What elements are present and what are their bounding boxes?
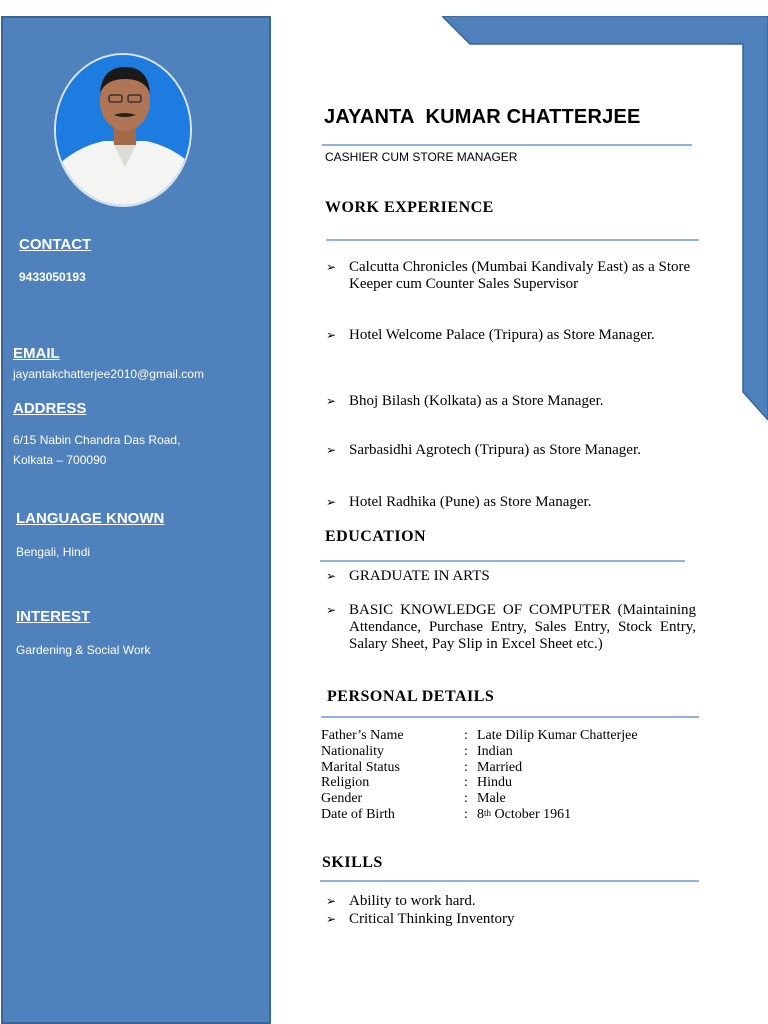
arrow-bullet-icon: ➢ bbox=[326, 603, 337, 617]
detail-label: Religion bbox=[321, 775, 370, 791]
work-experience-text: Hotel Radhika (Pune) as Store Manager. bbox=[349, 494, 592, 510]
personal-detail-row bbox=[321, 744, 701, 760]
detail-label: Gender bbox=[321, 791, 363, 807]
work-experience-text: Calcutta Chronicles (Mumbai Kandivaly East) as a Store Keeper cum Counter Sales Supervisor bbox=[349, 259, 691, 292]
work-experience-item bbox=[326, 442, 696, 459]
detail-label: Nationality bbox=[321, 743, 384, 759]
address-line-2: Kolkata – 700090 bbox=[13, 453, 107, 467]
personal-detail-row bbox=[321, 775, 701, 791]
arrow-bullet-icon: ➢ bbox=[326, 495, 337, 509]
address-line-1: 6/15 Nabin Chandra Das Road, bbox=[13, 433, 181, 447]
detail-value: Late Dilip Kumar Chatterjee bbox=[477, 728, 638, 743]
education-text: BASIC KNOWLEDGE OF COMPUTER (Maintaining Attendance, Purchase Entry, Sales Entry, Stock Entry, Salary Sheet, Pay Slip in Excel Sheet etc.) bbox=[349, 602, 696, 652]
education-text: GRADUATE IN ARTS bbox=[349, 568, 490, 584]
personal-details-table bbox=[321, 728, 701, 823]
corner-decoration bbox=[442, 16, 768, 420]
arrow-bullet-icon: ➢ bbox=[326, 394, 337, 408]
personal-detail-row bbox=[321, 807, 701, 823]
arrow-bullet-icon: ➢ bbox=[326, 328, 337, 342]
detail-label: Date of Birth bbox=[321, 806, 395, 822]
arrow-bullet-icon: ➢ bbox=[326, 260, 337, 274]
profile-photo bbox=[54, 53, 192, 207]
job-title: CASHIER CUM STORE MANAGER bbox=[325, 150, 518, 164]
date-of-birth-day: 8 bbox=[477, 806, 484, 822]
address-heading: ADDRESS bbox=[13, 400, 87, 417]
education-divider bbox=[320, 560, 685, 562]
personal-detail-row bbox=[321, 760, 701, 776]
detail-value: Hindu bbox=[477, 775, 512, 791]
education-item bbox=[326, 568, 696, 585]
ordinal-suffix: th bbox=[484, 807, 492, 818]
skills-item bbox=[326, 911, 696, 928]
skills-item bbox=[326, 893, 696, 910]
interests-value: Gardening & Social Work bbox=[16, 643, 151, 657]
detail-value bbox=[477, 807, 571, 823]
work-experience-item bbox=[326, 393, 696, 410]
work-experience-item bbox=[326, 327, 696, 344]
detail-separator: : bbox=[464, 743, 468, 759]
detail-value: Married bbox=[477, 759, 523, 775]
work-experience-heading: WORK EXPERIENCE bbox=[325, 199, 494, 216]
detail-separator: : bbox=[464, 728, 468, 743]
person-silhouette-icon bbox=[56, 55, 192, 207]
interest-heading: INTEREST bbox=[16, 608, 91, 625]
skills-text: Critical Thinking Inventory bbox=[349, 911, 515, 927]
detail-value: Male bbox=[477, 791, 506, 807]
language-heading: LANGUAGE KNOWN bbox=[16, 510, 165, 527]
detail-value: Indian bbox=[477, 743, 513, 759]
work-experience-divider bbox=[326, 239, 699, 241]
skills-divider bbox=[320, 880, 699, 882]
personal-details-divider bbox=[321, 716, 699, 718]
personal-detail-row bbox=[321, 728, 701, 744]
work-experience-text: Hotel Welcome Palace (Tripura) as Store Manager. bbox=[349, 327, 655, 343]
arrow-bullet-icon: ➢ bbox=[326, 912, 337, 926]
education-heading: EDUCATION bbox=[325, 528, 427, 545]
work-experience-text: Sarbasidhi Agrotech (Tripura) as Store Manager. bbox=[349, 442, 641, 458]
date-of-birth-month-year: October 1961 bbox=[491, 806, 572, 822]
detail-separator: : bbox=[464, 806, 468, 822]
work-experience-item bbox=[326, 259, 696, 293]
arrow-bullet-icon: ➢ bbox=[326, 894, 337, 908]
skills-text: Ability to work hard. bbox=[349, 893, 476, 909]
arrow-bullet-icon: ➢ bbox=[326, 569, 337, 583]
work-experience-item bbox=[326, 494, 696, 511]
contact-heading: CONTACT bbox=[19, 236, 92, 253]
detail-separator: : bbox=[464, 759, 468, 775]
email-heading: EMAIL bbox=[13, 345, 60, 362]
candidate-name: JAYANTA KUMAR CHATTERJEE bbox=[324, 106, 641, 128]
detail-label: Marital Status bbox=[321, 759, 400, 775]
detail-label: Father’s Name bbox=[321, 728, 404, 743]
name-divider bbox=[322, 144, 692, 146]
education-item bbox=[326, 602, 696, 653]
personal-details-heading: PERSONAL DETAILS bbox=[327, 688, 495, 705]
detail-separator: : bbox=[464, 775, 468, 791]
skills-heading: SKILLS bbox=[322, 854, 383, 871]
email-address: jayantakchatterjee2010@gmail.com bbox=[13, 367, 204, 381]
detail-separator: : bbox=[464, 791, 468, 807]
arrow-bullet-icon: ➢ bbox=[326, 443, 337, 457]
languages-value: Bengali, Hindi bbox=[16, 545, 91, 559]
phone-number: 9433050193 bbox=[19, 270, 86, 284]
personal-detail-row bbox=[321, 791, 701, 807]
work-experience-text: Bhoj Bilash (Kolkata) as a Store Manager. bbox=[349, 393, 604, 409]
